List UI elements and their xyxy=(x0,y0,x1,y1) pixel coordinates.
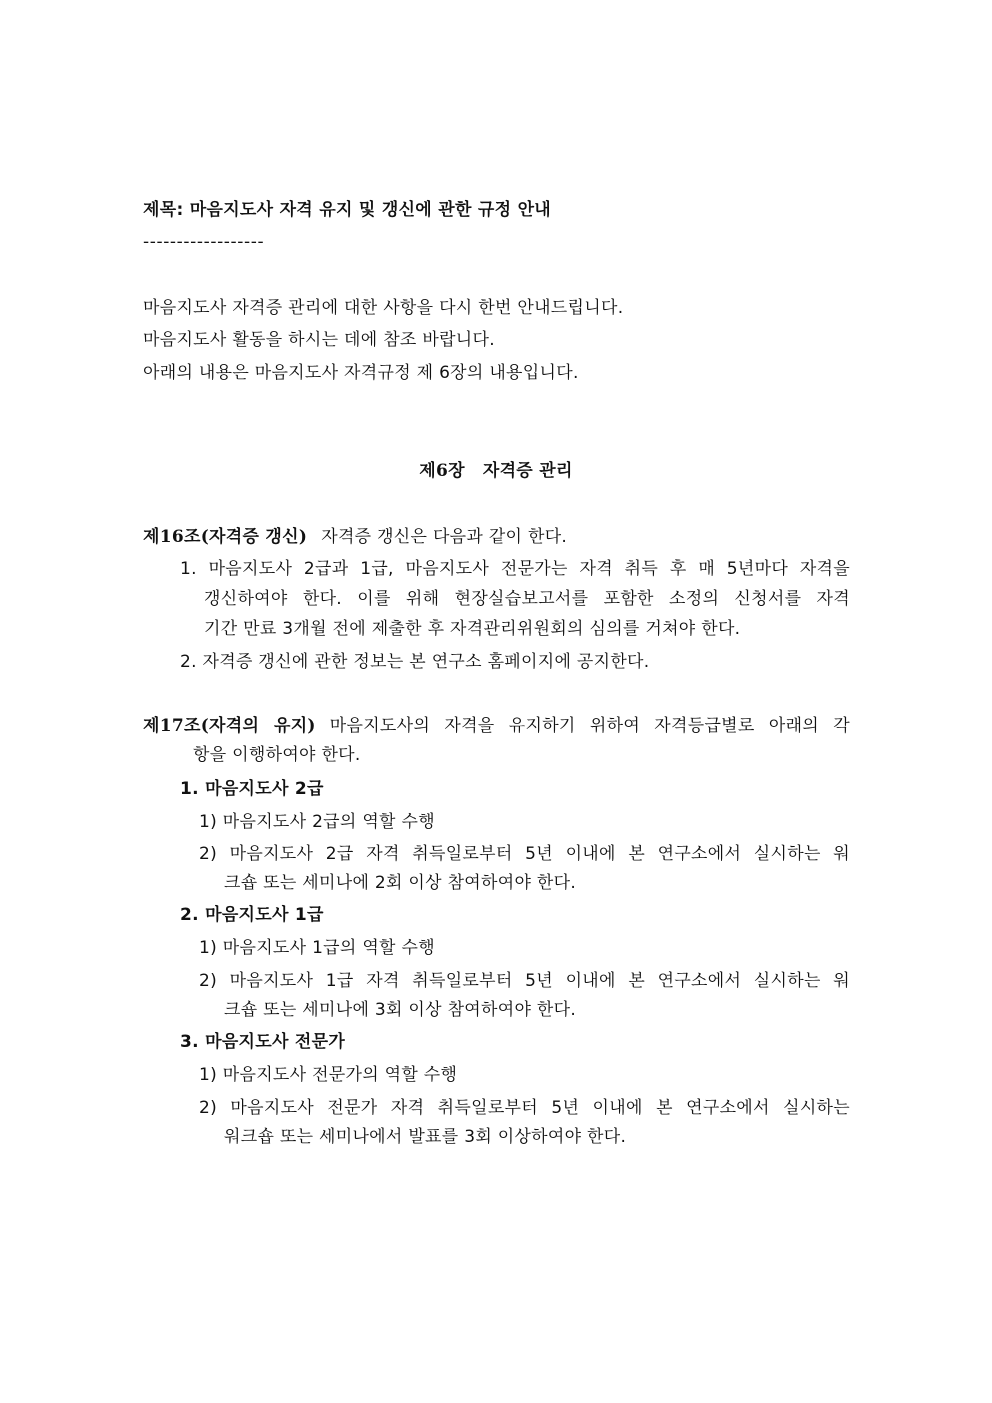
article-16-item-2: 2. 자격증 갱신에 관한 정보는 본 연구소 홈페이지에 공지한다. xyxy=(180,652,650,672)
grade-2-sub-1: 1) 마음지도사 2급의 역할 수행 xyxy=(199,812,435,832)
chapter-number: 제6장 xyxy=(419,461,465,481)
title-divider: ------------------ xyxy=(143,232,265,252)
grade-2-sub-2-line-1: 2) 마음지도사 2급 자격 취득일로부터 5년 이내에 본 연구소에서 실시하는 워 xyxy=(199,844,850,864)
chapter-heading xyxy=(0,459,992,483)
expert-sub-2-line-1: 2) 마음지도사 전문가 자격 취득일로부터 5년 이내에 본 연구소에서 실시하는 xyxy=(199,1098,850,1118)
article-17-heading: 제17조(자격의 유지) xyxy=(143,716,316,736)
article-17-lead-line-1: 마음지도사의 자격을 유지하기 위하여 자격등급별로 아래의 각 xyxy=(329,716,851,736)
intro-line-2: 마음지도사 활동을 하시는 데에 참조 바랍니다. xyxy=(143,330,495,350)
chapter-title: 자격증 관리 xyxy=(482,461,573,481)
grade-2-sub-2-line-2: 크숍 또는 세미나에 2회 이상 참여하여야 한다. xyxy=(224,873,577,893)
article-16-heading-line xyxy=(143,525,567,549)
article-16-heading: 제16조(자격증 갱신) xyxy=(143,527,308,547)
intro-line-3: 아래의 내용은 마음지도사 자격규정 제 6장의 내용입니다. xyxy=(143,363,579,383)
article-16-item-1-line-3: 기간 만료 3개월 전에 제출한 후 자격관리위원회의 심의를 거쳐야 한다. xyxy=(204,619,741,639)
notice-title: 제목: 마음지도사 자격 유지 및 갱신에 관한 규정 안내 xyxy=(143,200,552,220)
article-17-heading-line xyxy=(143,714,850,738)
expert-title: 3. 마음지도사 전문가 xyxy=(180,1032,346,1052)
expert-sub-1: 1) 마음지도사 전문가의 역할 수행 xyxy=(199,1065,458,1085)
grade-2-title: 1. 마음지도사 2급 xyxy=(180,779,324,799)
article-16-lead: 자격증 갱신은 다음과 같이 한다. xyxy=(321,527,568,547)
expert-sub-2-line-2: 워크숍 또는 세미나에서 발표를 3회 이상하여야 한다. xyxy=(224,1127,627,1147)
intro-line-1: 마음지도사 자격증 관리에 대한 사항을 다시 한번 안내드립니다. xyxy=(143,298,624,318)
grade-1-title: 2. 마음지도사 1급 xyxy=(180,905,324,925)
grade-1-sub-2-line-2: 크숍 또는 세미나에 3회 이상 참여하여야 한다. xyxy=(224,1000,577,1020)
grade-1-sub-2-line-1: 2) 마음지도사 1급 자격 취득일로부터 5년 이내에 본 연구소에서 실시하는 워 xyxy=(199,971,850,991)
article-16-item-1-line-1: 1. 마음지도사 2급과 1급, 마음지도사 전문가는 자격 취득 후 매 5년마다 자격을 xyxy=(180,559,850,579)
article-17-lead-line-2: 항을 이행하여야 한다. xyxy=(193,745,361,765)
grade-1-sub-1: 1) 마음지도사 1급의 역할 수행 xyxy=(199,938,435,958)
article-16-item-1-line-2: 갱신하여야 한다. 이를 위해 현장실습보고서를 포함한 소정의 신청서를 자격 xyxy=(204,589,850,609)
